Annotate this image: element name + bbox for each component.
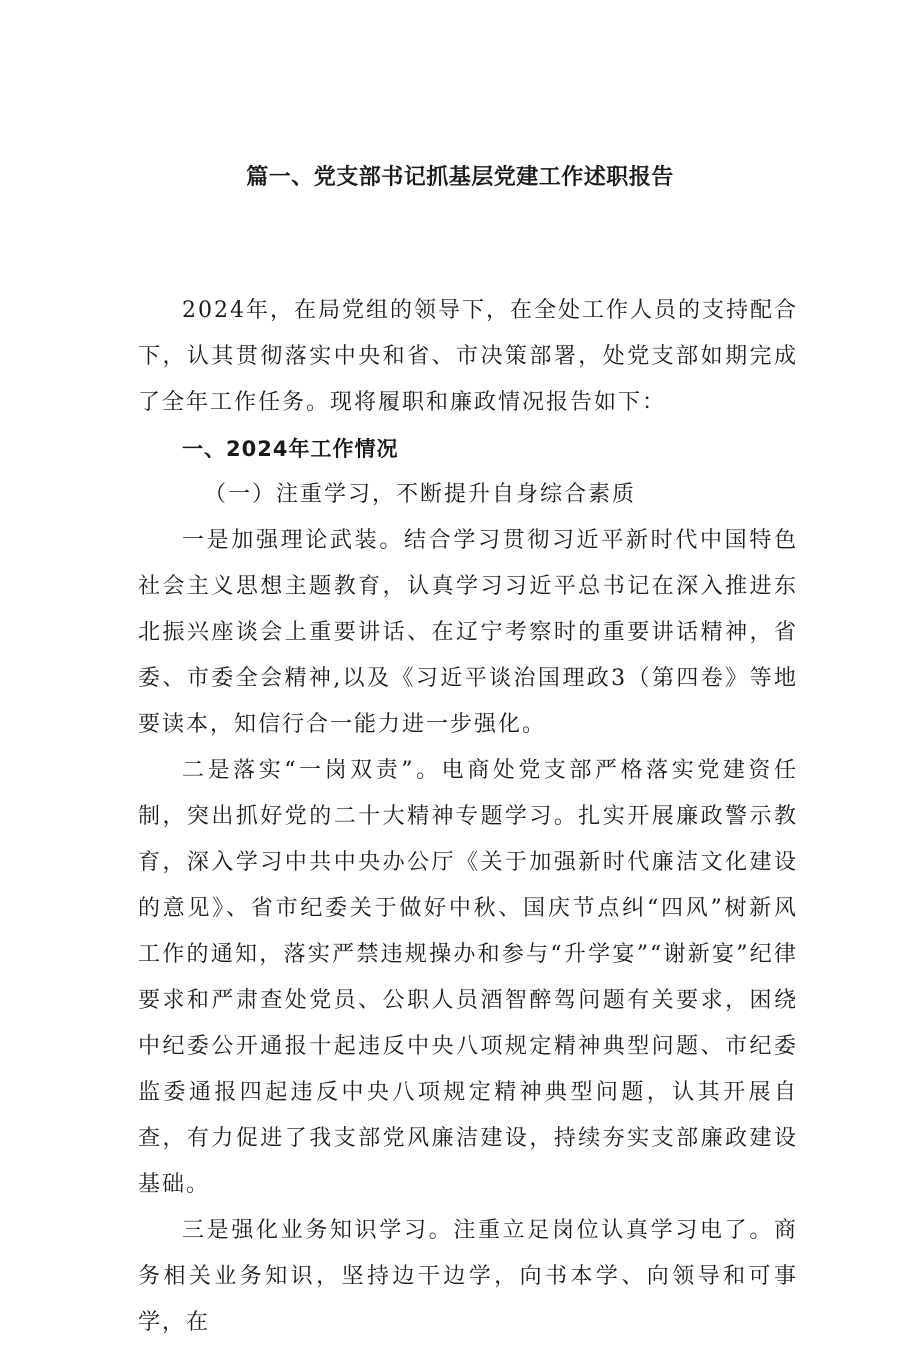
section-heading: 一、2024年工作情况 [182,437,399,461]
body-paragraph: 二是落实“一岗双责”。电商处党支部严格落实党建资任制，突出抓好党的二十大精神专题学习。扎实开展廉政警示教育，深入学习中共中央办公厅《关于加强新时代廉洁文化建设的意见》、省市纪委关于做好中秋、国庆节点纠“四风”树新风工作的通知，落实严禁违规操办和参与“升学宴”“谢新宴”纪律要求和严肃查处党员、公职人员酒智醉驾问题有关要求，困绕中纪委公开通报十起违反中央八项规定精神典型问题、市纪委监委通报四起违反中央八项规定精神典型问题，认其开展自查，有力促进了我支部党风廉洁建设，持续夯实支部廉政建设基础。 [138,758,798,1197]
document-title: 篇一、党支部书记抓基层党建工作述职报告 [246,165,674,190]
intro-paragraph: 2024年，在局党组的领导下，在全处工作人员的支持配合下，认其贯彻落实中央和省、市决策部署，处党支部如期完成了全年工作任务。现将履职和廉政情况报告如下： [138,298,798,415]
document-body [138,288,798,1346]
subsection-heading: （一）注重学习，不断提升自身综合素质 [204,482,637,507]
body-paragraph: 三是强化业务知识学习。注重立足岗位认真学习电了。商务相关业务知识，坚持边干边学，向书本学、向领导和可事学，在 [138,1218,798,1335]
body-paragraph: 一是加强理论武装。结合学习贯彻习近平新时代中国特色社会主义思想主题教育，认真学习习近平总书记在深入推进东北振兴座谈会上重要讲话、在辽宁考察时的重要讲话精神，省委、市委全会精神,以及《习近平谈治国理政3（第四卷》等地要读本，知信行合一能力进一步强化。 [138,528,798,737]
